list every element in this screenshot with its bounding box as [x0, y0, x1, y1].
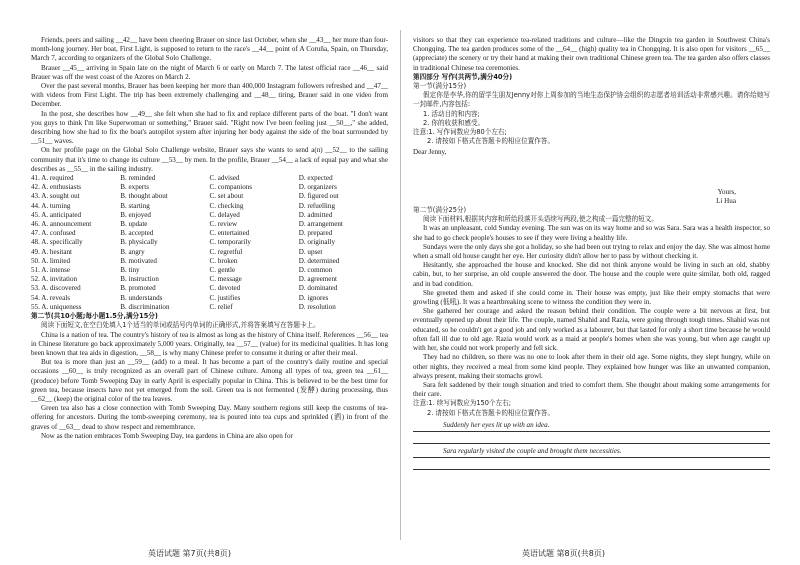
option-row [31, 238, 388, 247]
cloze-passage [31, 36, 388, 174]
paragraph: But tea is more than just an __59__ (add) to a meal. It has become a part of the country's daily routine and special occasions __60__ is truly recognized as an overall part of Chinese culture. Among all types of tea, green tea __61__ (produce) before Tomb Sweeping Day in early April is especially popular in China. This is believed to be the best time for green tea, because insects have not yet emerged from the soil. Green tea is not fermented (发酵) during processing, thus __62__ (keep) the original color of the tea leaves. [31, 358, 388, 403]
option-cell: D. upset [298, 247, 323, 256]
option-row [31, 266, 388, 275]
writing1-note: 2. 请按如下格式在答题卡的相应位置作答。 [427, 137, 555, 146]
option-row [31, 202, 388, 211]
email-closing: Yours, [717, 187, 736, 196]
option-cell: B. thought about [120, 192, 168, 201]
option-cell: D. admitted [298, 210, 333, 219]
option-row [31, 294, 388, 303]
paragraph: Hesitantly, she approached the house and knocked. She did not think anyone would be living in such an old, shabby cabin, but, to her surprise, an old couple answered the door. The house and the couple were quite similar, both old, ragged and in bad condition. [413, 261, 770, 288]
option-row [31, 174, 388, 183]
continuation-opening-1: Suddenly her eyes lit up with an idea. [413, 420, 770, 432]
option-cell: C. relief [209, 302, 233, 311]
option-cell: B. tiny [120, 266, 140, 275]
option-cell: 41. A. required [31, 174, 74, 183]
option-cell: D. refuelling [298, 201, 335, 210]
option-cell: C. advised [209, 174, 240, 183]
option-cell: B. enjoyed [120, 210, 151, 219]
option-cell: D. originally [298, 238, 336, 247]
option-row [31, 211, 388, 220]
option-cell: D. prepared [298, 229, 333, 238]
paragraph: Sara felt saddened by their tough situation and tried to comfort them. She thought about making some arrangements for their care. [413, 380, 770, 399]
option-cell: D. agreement [298, 275, 337, 284]
option-cell: C. justifies [209, 293, 241, 302]
column-divider [400, 30, 401, 540]
option-cell: C. temporarily [209, 238, 251, 247]
option-cell: 53. A. discovered [31, 284, 81, 293]
option-cell: 42. A. enthusiasts [31, 183, 82, 192]
writing2-note: 注意:1. 续写词数应为150个左右; [413, 399, 511, 408]
option-cell: B. understands [120, 293, 163, 302]
option-row [31, 248, 388, 257]
option-cell: 45. A. anticipated [31, 210, 82, 219]
option-cell: D. organizers [298, 183, 337, 192]
option-cell: B. starting [120, 201, 150, 210]
paragraph: In the post, she describes how __49__ she felt when she had to fix and replace different parts of the boat. "I don't want you guys to think I'm like Superwoman or something," Brauer said. "Right now I've been feeling just __50__," she added, describing how she had to fix the boat's autopilot system after injuring her body against the side of the boat surrounded by __51__ waves. [31, 109, 388, 146]
option-cell: B. physically [120, 238, 158, 247]
answer-line [413, 458, 770, 470]
option-cell: B. instruction [120, 275, 159, 284]
paragraph: Sundays were the only days she got a holiday, so she had been out trying to relax and enjoy the day. She was almost home when a small old house caught her eye. Her curiosity didn't allow her to pass by without checking it. [413, 242, 770, 261]
answer-line [413, 432, 770, 444]
writing1-note: 注意:1. 写作词数应为80个左右; [413, 128, 507, 137]
paragraph: Green tea also has a close connection with Tomb Sweeping Day. Many southern regions still keep the customs of tea-offering for ancestors. During the tomb-sweeping ceremony, tea is poured into tea cups and sprinkled (洒) in front of the graves of __63__ dead to show respect and remembrance. [31, 404, 388, 431]
paragraph: She greeted them and asked if she could come in. Their house was empty, just like their empty stomachs that were growling (低吼). It was a heartbreaking scene to witness the condition they were in. [413, 288, 770, 307]
option-cell: B. update [120, 220, 148, 229]
option-cell: D. expected [298, 174, 333, 183]
option-cell: B. promoted [120, 284, 156, 293]
option-cell: B. angry [120, 247, 145, 256]
option-cell: 55. A. uniqueness [31, 302, 82, 311]
option-cell: B. accepted [120, 229, 154, 238]
paragraph: Brauer __45__ arriving in Spain late on the night of March 6 or early on March 7. The latest official race __46__ said Brauer was off the west coast of the Azores on March 2. [31, 63, 388, 81]
email-signature: Li Hua [716, 196, 736, 205]
option-cell: C. regretful [209, 247, 243, 256]
writing1-point: 1. 活动目的和内容; [423, 109, 480, 118]
writing2-note: 2. 请按如下格式在答题卡的相应位置作答。 [427, 408, 555, 417]
writing1-heading: 第一节(满分15分) [413, 82, 467, 91]
page-footer-right: 英语试题 第8页(共8页) [522, 549, 605, 558]
email-greeting: Dear Jenny, [413, 148, 447, 157]
option-row [31, 220, 388, 229]
paragraph: It was an unpleasant, cold Sunday evening. The sun was on its way home and so was Sara. Sara was a health inspector, so she had to go check people's houses to see if they were living a healthy life. [413, 224, 770, 242]
option-cell: B. reminded [120, 174, 156, 183]
writing2-prompt: 阅读下面材料,根据其内容和所给段落开头语续写两段,使之构成一篇完整的短文。 [423, 215, 658, 224]
option-cell: D. common [298, 266, 333, 275]
continuation-opening-2: Sara regularly visited the couple and brought them necessities. [413, 446, 770, 458]
option-cell: 48. A. specifically [31, 238, 83, 247]
right-column [413, 36, 770, 470]
paragraph: Friends, peers and sailing __42__ have been cheering Brauer on since last October, when she __43__ her more than four-month-long journey. Her boat, First Light, is supposed to return to the race's __44__ point of A Coruña, Spain, on Thursday, March 7, according to organizers of the Global Solo Challenge. [31, 36, 388, 63]
option-cell: C. delayed [209, 210, 240, 219]
paragraph: Over the past several months, Brauer has been keeping her more than 400,000 Instagram followers refreshed and __47__ with videos from First Light. The trip has been extremely challenging and __48__ tiring, Brauer said in one video from December. [31, 82, 388, 109]
option-cell: B. motivated [120, 256, 157, 265]
page-footer-left: 英语试题 第7页(共8页) [148, 549, 231, 558]
option-cell: 49. A. hesitant [31, 247, 72, 256]
option-cell: 51. A. intense [31, 266, 71, 275]
option-cell: 50. A. limited [31, 256, 71, 265]
writing2-heading: 第二节(满分25分) [413, 206, 467, 215]
paragraph: On her profile page on the Global Solo Challenge website, Brauer says she wants to send a(n) __52__ to the sailing community that it's time to change its culture __53__ by men. In the profile, Brauer __54__ a lack of equal pay and what she describes as __55__ in the sailing industry. [31, 146, 388, 173]
part4-heading: 第四部分 写作(共两节,满分40分) [413, 72, 513, 81]
option-cell: 52. A. invitation [31, 275, 78, 284]
option-row [31, 275, 388, 284]
option-cell: D. arrangement [298, 220, 343, 229]
option-cell: 43. A. sought out [31, 192, 80, 201]
option-row [31, 303, 388, 312]
left-column [31, 36, 388, 441]
grammar-passage [31, 331, 388, 441]
email-answer-space [413, 158, 770, 188]
option-cell: D. figured out [298, 192, 339, 201]
section2-heading: 第二节(共10小题;每小题1.5分,满分15分) [31, 312, 158, 321]
option-cell: 46. A. announcement [31, 220, 92, 229]
option-cell: D. dominated [298, 284, 338, 293]
option-cell: C. set about [209, 192, 244, 201]
option-cell: B. experts [120, 183, 150, 192]
option-row [31, 183, 388, 192]
story-passage [413, 224, 770, 399]
option-cell: C. entertained [209, 229, 250, 238]
option-cell: C. message [209, 275, 242, 284]
writing1-point: 2. 你的收获和感受。 [423, 118, 485, 127]
option-row [31, 284, 388, 293]
option-cell: C. checking [209, 201, 244, 210]
paragraph: visitors so that they can experience tea-related traditions and culture—like the Dingxin tea garden in Southwest China's Chongqing. The tea garden produces some of the __64__ (high) quality tea in Chongqing. It is also open for visitors __65__ (appreciate) the scenery or try their hand at making their own traditional Chinese green tea. The tea garden also offers classes in traditional Chinese tea ceremonies. [413, 36, 770, 72]
writing1-prompt: 假定你是李华,你的留学生朋友Jenny对你上周参加的当地生态保护协会组织的志愿者培训活动非常感兴趣。请你给她写一封邮件,内容包括: [413, 91, 770, 109]
paragraph: She gathered her courage and asked the reason behind their condition. The couple were a bit nervous at first, but eventually opened up about their life. The couple, named Shahid and Razia, were going through tough times. Shahid was not educated, so he couldn't get a good job and only worked as a labourer, but that lasted for only a short time because he would often fall ill due to old age. Razia would work as a maid at people's homes when she was young, but when age caught up with her, she could not work properly and fell sick. [413, 307, 770, 353]
option-cell: D. ignores [298, 293, 329, 302]
paragraph: They had no children, so there was no one to look after them in their old age. Some nights, they slept hungry, while on other nights, they received a meal from some kind people. They explained how hunger was like an unwanted companion, always present, making their stomachs growl. [413, 353, 770, 380]
option-row [31, 257, 388, 266]
option-cell: C. gentle [209, 266, 236, 275]
option-cell: D. determined [298, 256, 340, 265]
option-cell: 44. A. turning [31, 201, 71, 210]
cloze-options-table [31, 174, 388, 312]
option-cell: C. companions [209, 183, 253, 192]
option-row [31, 192, 388, 201]
paragraph: China is a nation of tea. The country's history of tea is almost as long as the history of China itself. References __56__ tea in Chinese literature go back approximately 5,000 years. Originally, tea __57__ (value) for its medicinal qualities. It has long been known that tea aids in digestion, __58__ is why many Chinese prefer to consume it during or after their meal. [31, 330, 388, 357]
option-cell: D. resolution [298, 302, 336, 311]
option-cell: C. broken [209, 256, 238, 265]
paragraph: Now as the nation embraces Tomb Sweeping Day, tea gardens in China are also open for [41, 431, 293, 440]
option-cell: 54. A. reveals [31, 293, 71, 302]
option-cell: B. discrimination [120, 302, 170, 311]
option-cell: C. review [209, 220, 238, 229]
option-row [31, 229, 388, 238]
option-cell: C. devoted [209, 284, 241, 293]
section2-instruction: 阅读下面短文,在空白处填入1个适当的单词或括号内单词的正确形式,并将答案填写在答题卡上。 [41, 321, 320, 330]
option-cell: 47. A. confused [31, 229, 76, 238]
